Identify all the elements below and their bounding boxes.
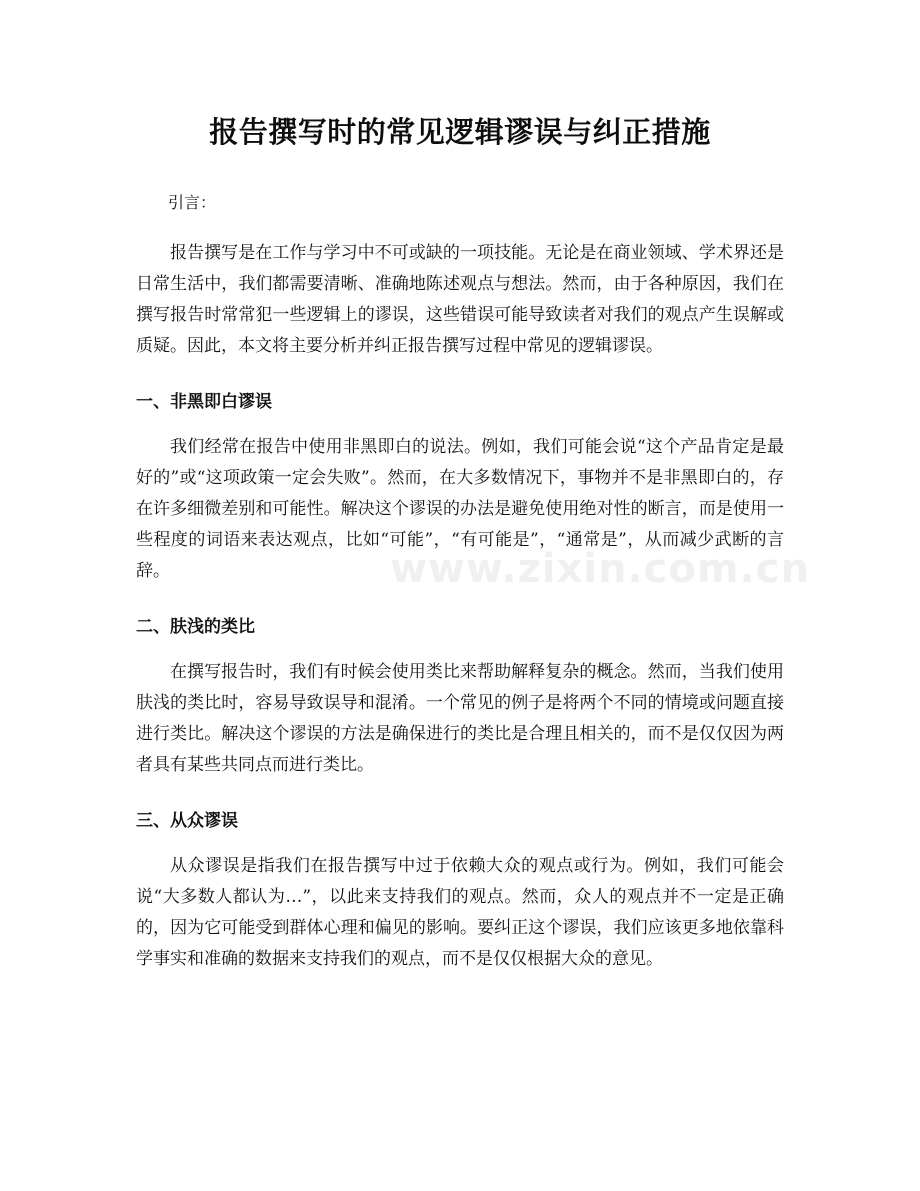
- section-heading-1: 一、非黑即白谬误: [136, 392, 272, 412]
- page-title: 报告撰写时的常见逻辑谬误与纠正措施: [209, 115, 711, 149]
- section-paragraph-2: 在撰写报告时，我们有时候会使用类比来帮助解释复杂的概念。然而，当我们使用肤浅的类比时，容易导致误导和混淆。一个常见的例子是将两个不同的情境或问题直接进行类比。解决这个谬误的方法是确保进行的类比是合理且相关的，而不是仅仅因为两者具有某些共同点而进行类比。: [136, 662, 784, 775]
- section-heading-3: 三、从众谬误: [136, 811, 238, 831]
- section-paragraph-1: 我们经常在报告中使用非黑即白的说法。例如，我们可能会说“这个产品肯定是最好的”或“这项政策一定会失败”。然而，在大多数情况下，事物并不是非黑即白的，存在许多细微差别和可能性。解决这个谬误的办法是避免使用绝对性的断言，而是使用一些程度的词语来表达观点，比如“可能”，“有可能是”，“通常是”，从而减少武断的言辞。: [136, 437, 784, 581]
- intro-paragraph: 报告撰写是在工作与学习中不可或缺的一项技能。无论是在商业领域、学术界还是日常生活中，我们都需要清晰、准确地陈述观点与想法。然而，由于各种原因，我们在撰写报告时常常犯一些逻辑上的谬误，这些错误可能导致读者对我们的观点产生误解或质疑。因此，本文将主要分析并纠正报告撰写过程中常见的逻辑谬误。: [136, 243, 784, 356]
- section-heading-2: 二、肤浅的类比: [136, 617, 255, 637]
- watermark-text: www.zixin.com.cn: [390, 546, 810, 592]
- intro-label: 引言：: [168, 193, 217, 212]
- section-paragraph-3: 从众谬误是指我们在报告撰写中过于依赖大众的观点或行为。例如，我们可能会说“大多数人都认为…”，以此来支持我们的观点。然而，众人的观点并不一定是正确的，因为它可能受到群体心理和偏见的影响。要纠正这个谬误，我们应该更多地依靠科学事实和准确的数据来支持我们的观点，而不是仅仅根据大众的意见。: [136, 856, 784, 969]
- document-page: [136, 112, 784, 975]
